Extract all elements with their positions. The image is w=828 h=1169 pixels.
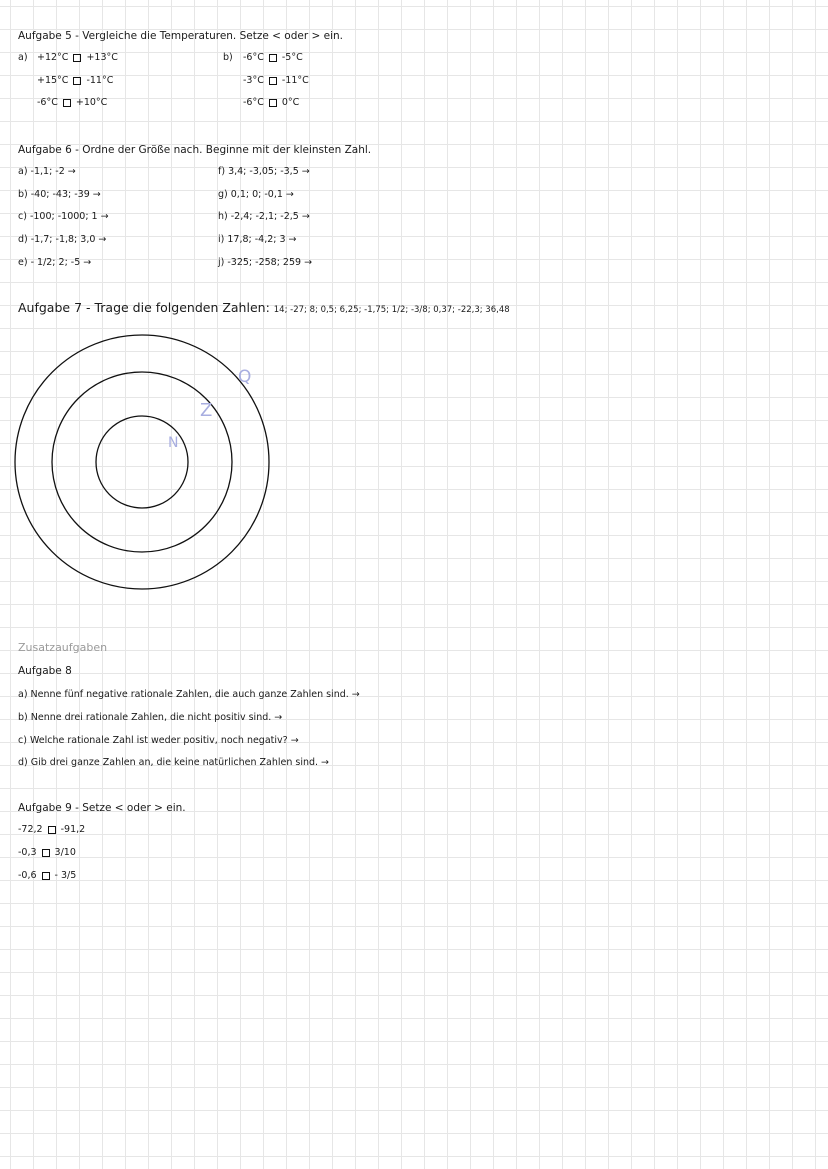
compare-right: - 3/5 (54, 870, 77, 881)
aufgabe5-heading: Aufgabe 5 - Vergleiche die Temperaturen. Setze < oder > ein. (18, 30, 344, 42)
aufgabe9-row-2 (18, 847, 76, 858)
aufgabe6-item-c: c) -100; -1000; 1 → (18, 211, 109, 222)
aufgabe6-item-i: i) 17,8; -4,2; 3 → (218, 234, 297, 245)
compare-right: 0°C (281, 97, 300, 108)
aufgabe8-item-b: b) Nenne drei rationale Zahlen, die nicht positiv sind. → (18, 712, 283, 723)
zusatz-title: Zusatzaufgaben (18, 641, 108, 654)
compare-right: +10°C (75, 97, 108, 108)
compare-left: -6°C (37, 97, 58, 108)
aufgabe6-item-g: g) 0,1; 0; -0,1 → (218, 189, 294, 200)
aufgabe8-item-d: d) Gib drei ganze Zahlen an, die keine natürlichen Zahlen sind. → (18, 757, 330, 768)
answer-box[interactable] (42, 872, 50, 880)
compare-left: +15°C (37, 75, 69, 86)
compare-right: -11°C (86, 75, 114, 86)
q-set-label: Q (238, 367, 252, 387)
aufgabe5-a-label: a) (18, 52, 28, 63)
aufgabe6-item-a: a) -1,1; -2 → (18, 166, 76, 177)
aufgabe8-item-c: c) Welche rationale Zahl ist weder positiv, noch negativ? → (18, 735, 299, 746)
answer-box[interactable] (48, 826, 56, 834)
compare-right: -91,2 (60, 824, 86, 835)
compare-left: -6°C (243, 52, 264, 63)
n-set-circle (96, 416, 188, 508)
aufgabe9-row-1 (18, 824, 85, 835)
aufgabe6-item-d: d) -1,7; -1,8; 3,0 → (18, 234, 107, 245)
aufgabe7-numbers: 14; -27; 8; 0,5; 6,25; -1,75; 1/2; -3/8; 0,37; -22,3; 36,48 (273, 305, 510, 315)
aufgabe6-item-h: h) -2,4; -2,1; -2,5 → (218, 211, 310, 222)
n-set-label: N (168, 435, 179, 451)
z-set-label: Z (200, 400, 213, 421)
compare-left: -3°C (243, 75, 264, 86)
aufgabe6-item-b: b) -40; -43; -39 → (18, 189, 101, 200)
compare-right: -11°C (281, 75, 309, 86)
aufgabe9-row-3 (18, 870, 76, 881)
compare-left: +12°C (37, 52, 69, 63)
compare-right: -5°C (281, 52, 303, 63)
aufgabe6-heading: Aufgabe 6 - Ordne der Größe nach. Beginne mit der kleinsten Zahl. (18, 144, 372, 156)
compare-left: -0,6 (18, 870, 37, 881)
answer-box[interactable] (42, 849, 50, 857)
z-set-circle (52, 372, 232, 552)
aufgabe7-heading: Aufgabe 7 - Trage die folgenden Zahlen: (18, 300, 270, 315)
compare-right: +13°C (86, 52, 118, 63)
aufgabe6-item-e: e) - 1/2; 2; -5 → (18, 257, 92, 268)
compare-left: -72,2 (18, 824, 43, 835)
compare-left: -6°C (243, 97, 264, 108)
aufgabe9-heading: Aufgabe 9 - Setze < oder > ein. (18, 802, 186, 814)
aufgabe8-item-a: a) Nenne fünf negative rationale Zahlen, die auch ganze Zahlen sind. → (18, 689, 360, 700)
aufgabe6-item-f: f) 3,4; -3,05; -3,5 → (218, 166, 310, 177)
compare-left: -0,3 (18, 847, 37, 858)
aufgabe6-item-j: j) -325; -258; 259 → (218, 257, 313, 268)
aufgabe8-heading: Aufgabe 8 (18, 665, 72, 677)
compare-right: 3/10 (54, 847, 76, 858)
q-set-circle (15, 335, 269, 589)
aufgabe5-b-label: b) (223, 52, 233, 63)
